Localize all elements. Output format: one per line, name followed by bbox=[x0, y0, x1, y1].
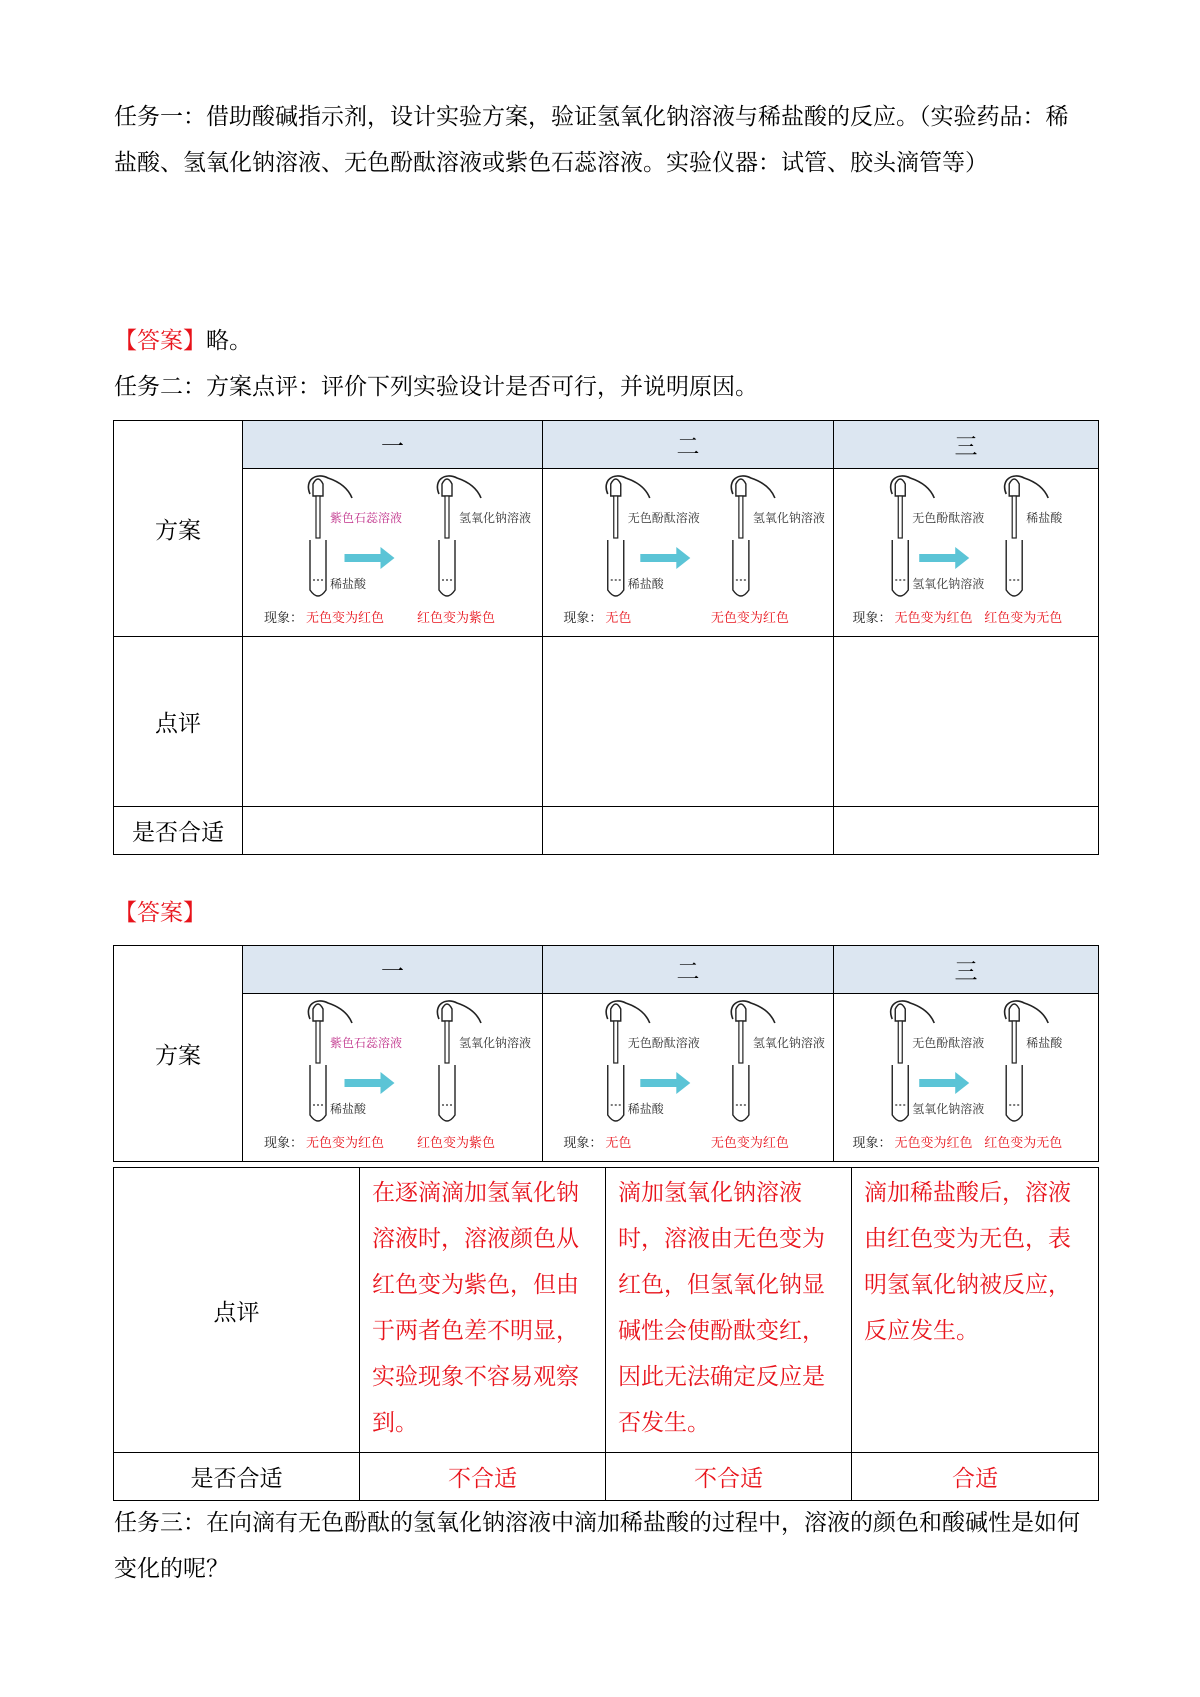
right-arrow-icon bbox=[345, 547, 395, 569]
scheme-header: 二 bbox=[543, 421, 834, 469]
dropper-icon bbox=[898, 1021, 902, 1063]
answer-tag: 【答案】 bbox=[114, 900, 206, 926]
answer-scheme-table bbox=[113, 945, 1099, 1162]
reagent-label: 稀盐酸 bbox=[1026, 1035, 1063, 1050]
tube-content-label: 稀盐酸 bbox=[627, 576, 664, 591]
phenomenon-value: 无色变为红色 bbox=[894, 610, 973, 626]
phenomenon-value: 无色 bbox=[605, 1135, 632, 1151]
test-tube-icon bbox=[608, 540, 624, 596]
task1-text: 任务一：借助酸碱指示剂，设计实验方案，验证氢氧化钠溶液与稀盐酸的反应。（实验药品：稀盐酸、氢氧化钠溶液、无色酚酞溶液或紫色石蕊溶液。实验仪器：试管、胶头滴管等） bbox=[114, 104, 1069, 176]
reagent-label: 紫色石蕊溶液 bbox=[330, 510, 403, 525]
phenomenon-label: 现象： bbox=[264, 610, 304, 626]
scheme-diagram bbox=[834, 469, 1099, 637]
scheme-header: 三 bbox=[834, 946, 1099, 994]
answer1-text: 略。 bbox=[206, 328, 252, 354]
comment-answer: 滴加稀盐酸后，溶液由红色变为无色，表明氢氧化钠被反应，反应发生。 bbox=[852, 1168, 1099, 1453]
phenomenon-value: 无色变为红色 bbox=[306, 610, 385, 626]
comment-answer: 滴加氢氧化钠溶液时，溶液由无色变为红色，但氢氧化钠显碱性会使酚酞变红，因此无法确定反应是否发生。 bbox=[606, 1168, 852, 1453]
dropper-icon bbox=[445, 496, 449, 538]
dropper-icon bbox=[898, 496, 902, 538]
right-arrow-icon bbox=[919, 1072, 969, 1094]
phenomenon-value: 红色变为无色 bbox=[984, 1135, 1063, 1151]
scheme-header: 三 bbox=[834, 421, 1099, 469]
dropper-bulb-icon bbox=[442, 479, 452, 496]
scheme-diagram bbox=[834, 994, 1099, 1162]
dropper-icon bbox=[739, 1021, 743, 1063]
scheme-diagram-svg bbox=[543, 995, 834, 1161]
reagent-label: 无色酚酞溶液 bbox=[912, 1035, 985, 1050]
task3-text: 任务三：在向滴有无色酚酞的氢氧化钠溶液中滴加稀盐酸的过程中，溶液的颜色和酸碱性是如何变化的呢？ bbox=[114, 1510, 1080, 1582]
right-arrow-icon bbox=[640, 547, 690, 569]
phenomenon-label: 现象： bbox=[563, 610, 603, 626]
phenomenon-value: 无色 bbox=[605, 610, 632, 626]
dropper-bulb-icon bbox=[313, 1004, 323, 1021]
suitable-label: 是否合适 bbox=[114, 1453, 360, 1501]
suitable-cell-empty[interactable] bbox=[834, 807, 1099, 855]
right-arrow-icon bbox=[919, 547, 969, 569]
dropper-bulb-icon bbox=[1009, 479, 1019, 496]
reagent-label: 氢氧化钠溶液 bbox=[459, 1035, 532, 1050]
answer-comment-table bbox=[113, 1167, 1099, 1501]
phenomenon-value: 红色变为紫色 bbox=[417, 1135, 496, 1151]
scheme-diagram-svg bbox=[543, 470, 834, 636]
phenomenon-value: 无色变为红色 bbox=[710, 1135, 789, 1151]
answer1 bbox=[114, 318, 1089, 364]
phenomenon-value: 无色变为红色 bbox=[710, 610, 789, 626]
tube-content-label: 氢氧化钠溶液 bbox=[912, 1101, 985, 1116]
scheme-diagram-svg bbox=[243, 470, 543, 636]
reagent-label: 紫色石蕊溶液 bbox=[330, 1035, 403, 1050]
dropper-icon bbox=[614, 496, 618, 538]
reagent-label: 氢氧化钠溶液 bbox=[752, 510, 825, 525]
scheme-header: 一 bbox=[243, 946, 543, 994]
dropper-bulb-icon bbox=[611, 479, 621, 496]
test-tube-icon bbox=[892, 1065, 908, 1121]
test-tube-icon bbox=[1006, 540, 1022, 596]
phenomenon-value: 无色变为红色 bbox=[306, 1135, 385, 1151]
dropper-bulb-icon bbox=[736, 1004, 746, 1021]
phenomenon-label: 现象： bbox=[563, 1135, 603, 1151]
comment-cell-empty[interactable] bbox=[243, 637, 543, 807]
dropper-icon bbox=[316, 1021, 320, 1063]
reagent-label: 无色酚酞溶液 bbox=[912, 510, 985, 525]
phenomenon-label: 现象： bbox=[852, 610, 892, 626]
plan-label: 方案 bbox=[114, 946, 243, 1162]
tube-content-label: 氢氧化钠溶液 bbox=[912, 576, 985, 591]
reagent-label: 无色酚酞溶液 bbox=[627, 1035, 700, 1050]
right-arrow-icon bbox=[345, 1072, 395, 1094]
phenomenon-label: 现象： bbox=[852, 1135, 892, 1151]
test-tube-icon bbox=[439, 1065, 455, 1121]
dropper-bulb-icon bbox=[895, 1004, 905, 1021]
answer-tag: 【答案】 bbox=[114, 328, 206, 354]
suitable-answer: 不合适 bbox=[606, 1453, 852, 1501]
test-tube-icon bbox=[608, 1065, 624, 1121]
suitable-cell-empty[interactable] bbox=[543, 807, 834, 855]
suitable-label: 是否合适 bbox=[114, 807, 243, 855]
suitable-cell-empty[interactable] bbox=[243, 807, 543, 855]
comment-label: 点评 bbox=[114, 1168, 360, 1453]
tube-content-label: 稀盐酸 bbox=[627, 1101, 664, 1116]
reagent-label: 氢氧化钠溶液 bbox=[459, 510, 532, 525]
reagent-label: 无色酚酞溶液 bbox=[627, 510, 700, 525]
comment-label: 点评 bbox=[114, 637, 243, 807]
comment-answer: 在逐滴滴加氢氧化钠溶液时，溶液颜色从红色变为紫色，但由于两者色差不明显，实验现象不容易观察到。 bbox=[360, 1168, 606, 1453]
dropper-icon bbox=[614, 1021, 618, 1063]
right-arrow-icon bbox=[640, 1072, 690, 1094]
scheme-diagram bbox=[543, 994, 834, 1162]
scheme-diagram-svg bbox=[834, 995, 1099, 1161]
test-tube-icon bbox=[892, 540, 908, 596]
dropper-bulb-icon bbox=[313, 479, 323, 496]
tube-content-label: 稀盐酸 bbox=[330, 1101, 367, 1116]
scheme-diagram-svg bbox=[243, 995, 543, 1161]
evaluation-table bbox=[113, 420, 1099, 855]
test-tube-icon bbox=[733, 1065, 749, 1121]
reagent-label: 氢氧化钠溶液 bbox=[752, 1035, 825, 1050]
phenomenon-label: 现象： bbox=[264, 1135, 304, 1151]
task2-text: 任务二：方案点评：评价下列实验设计是否可行，并说明原因。 bbox=[114, 374, 758, 400]
scheme-diagram bbox=[243, 469, 543, 637]
dropper-icon bbox=[445, 1021, 449, 1063]
dropper-icon bbox=[1012, 496, 1016, 538]
dropper-bulb-icon bbox=[1009, 1004, 1019, 1021]
test-tube-icon bbox=[733, 540, 749, 596]
scheme-header: 一 bbox=[243, 421, 543, 469]
scheme-diagram-svg bbox=[834, 470, 1099, 636]
scheme-diagram bbox=[543, 469, 834, 637]
tube-content-label: 稀盐酸 bbox=[330, 576, 367, 591]
suitable-answer: 不合适 bbox=[360, 1453, 606, 1501]
comment-cell-empty[interactable] bbox=[834, 637, 1099, 807]
test-tube-icon bbox=[310, 540, 326, 596]
comment-cell-empty[interactable] bbox=[543, 637, 834, 807]
scheme-header: 二 bbox=[543, 946, 834, 994]
dropper-bulb-icon bbox=[442, 1004, 452, 1021]
dropper-icon bbox=[316, 496, 320, 538]
test-tube-icon bbox=[1006, 1065, 1022, 1121]
dropper-bulb-icon bbox=[611, 1004, 621, 1021]
dropper-bulb-icon bbox=[736, 479, 746, 496]
phenomenon-value: 红色变为无色 bbox=[984, 610, 1063, 626]
phenomenon-value: 红色变为紫色 bbox=[417, 610, 496, 626]
dropper-icon bbox=[1012, 1021, 1016, 1063]
plan-label: 方案 bbox=[114, 421, 243, 637]
reagent-label: 稀盐酸 bbox=[1026, 510, 1063, 525]
phenomenon-value: 无色变为红色 bbox=[894, 1135, 973, 1151]
dropper-bulb-icon bbox=[895, 479, 905, 496]
dropper-icon bbox=[739, 496, 743, 538]
suitable-answer: 合适 bbox=[852, 1453, 1099, 1501]
test-tube-icon bbox=[310, 1065, 326, 1121]
test-tube-icon bbox=[439, 540, 455, 596]
scheme-diagram bbox=[243, 994, 543, 1162]
